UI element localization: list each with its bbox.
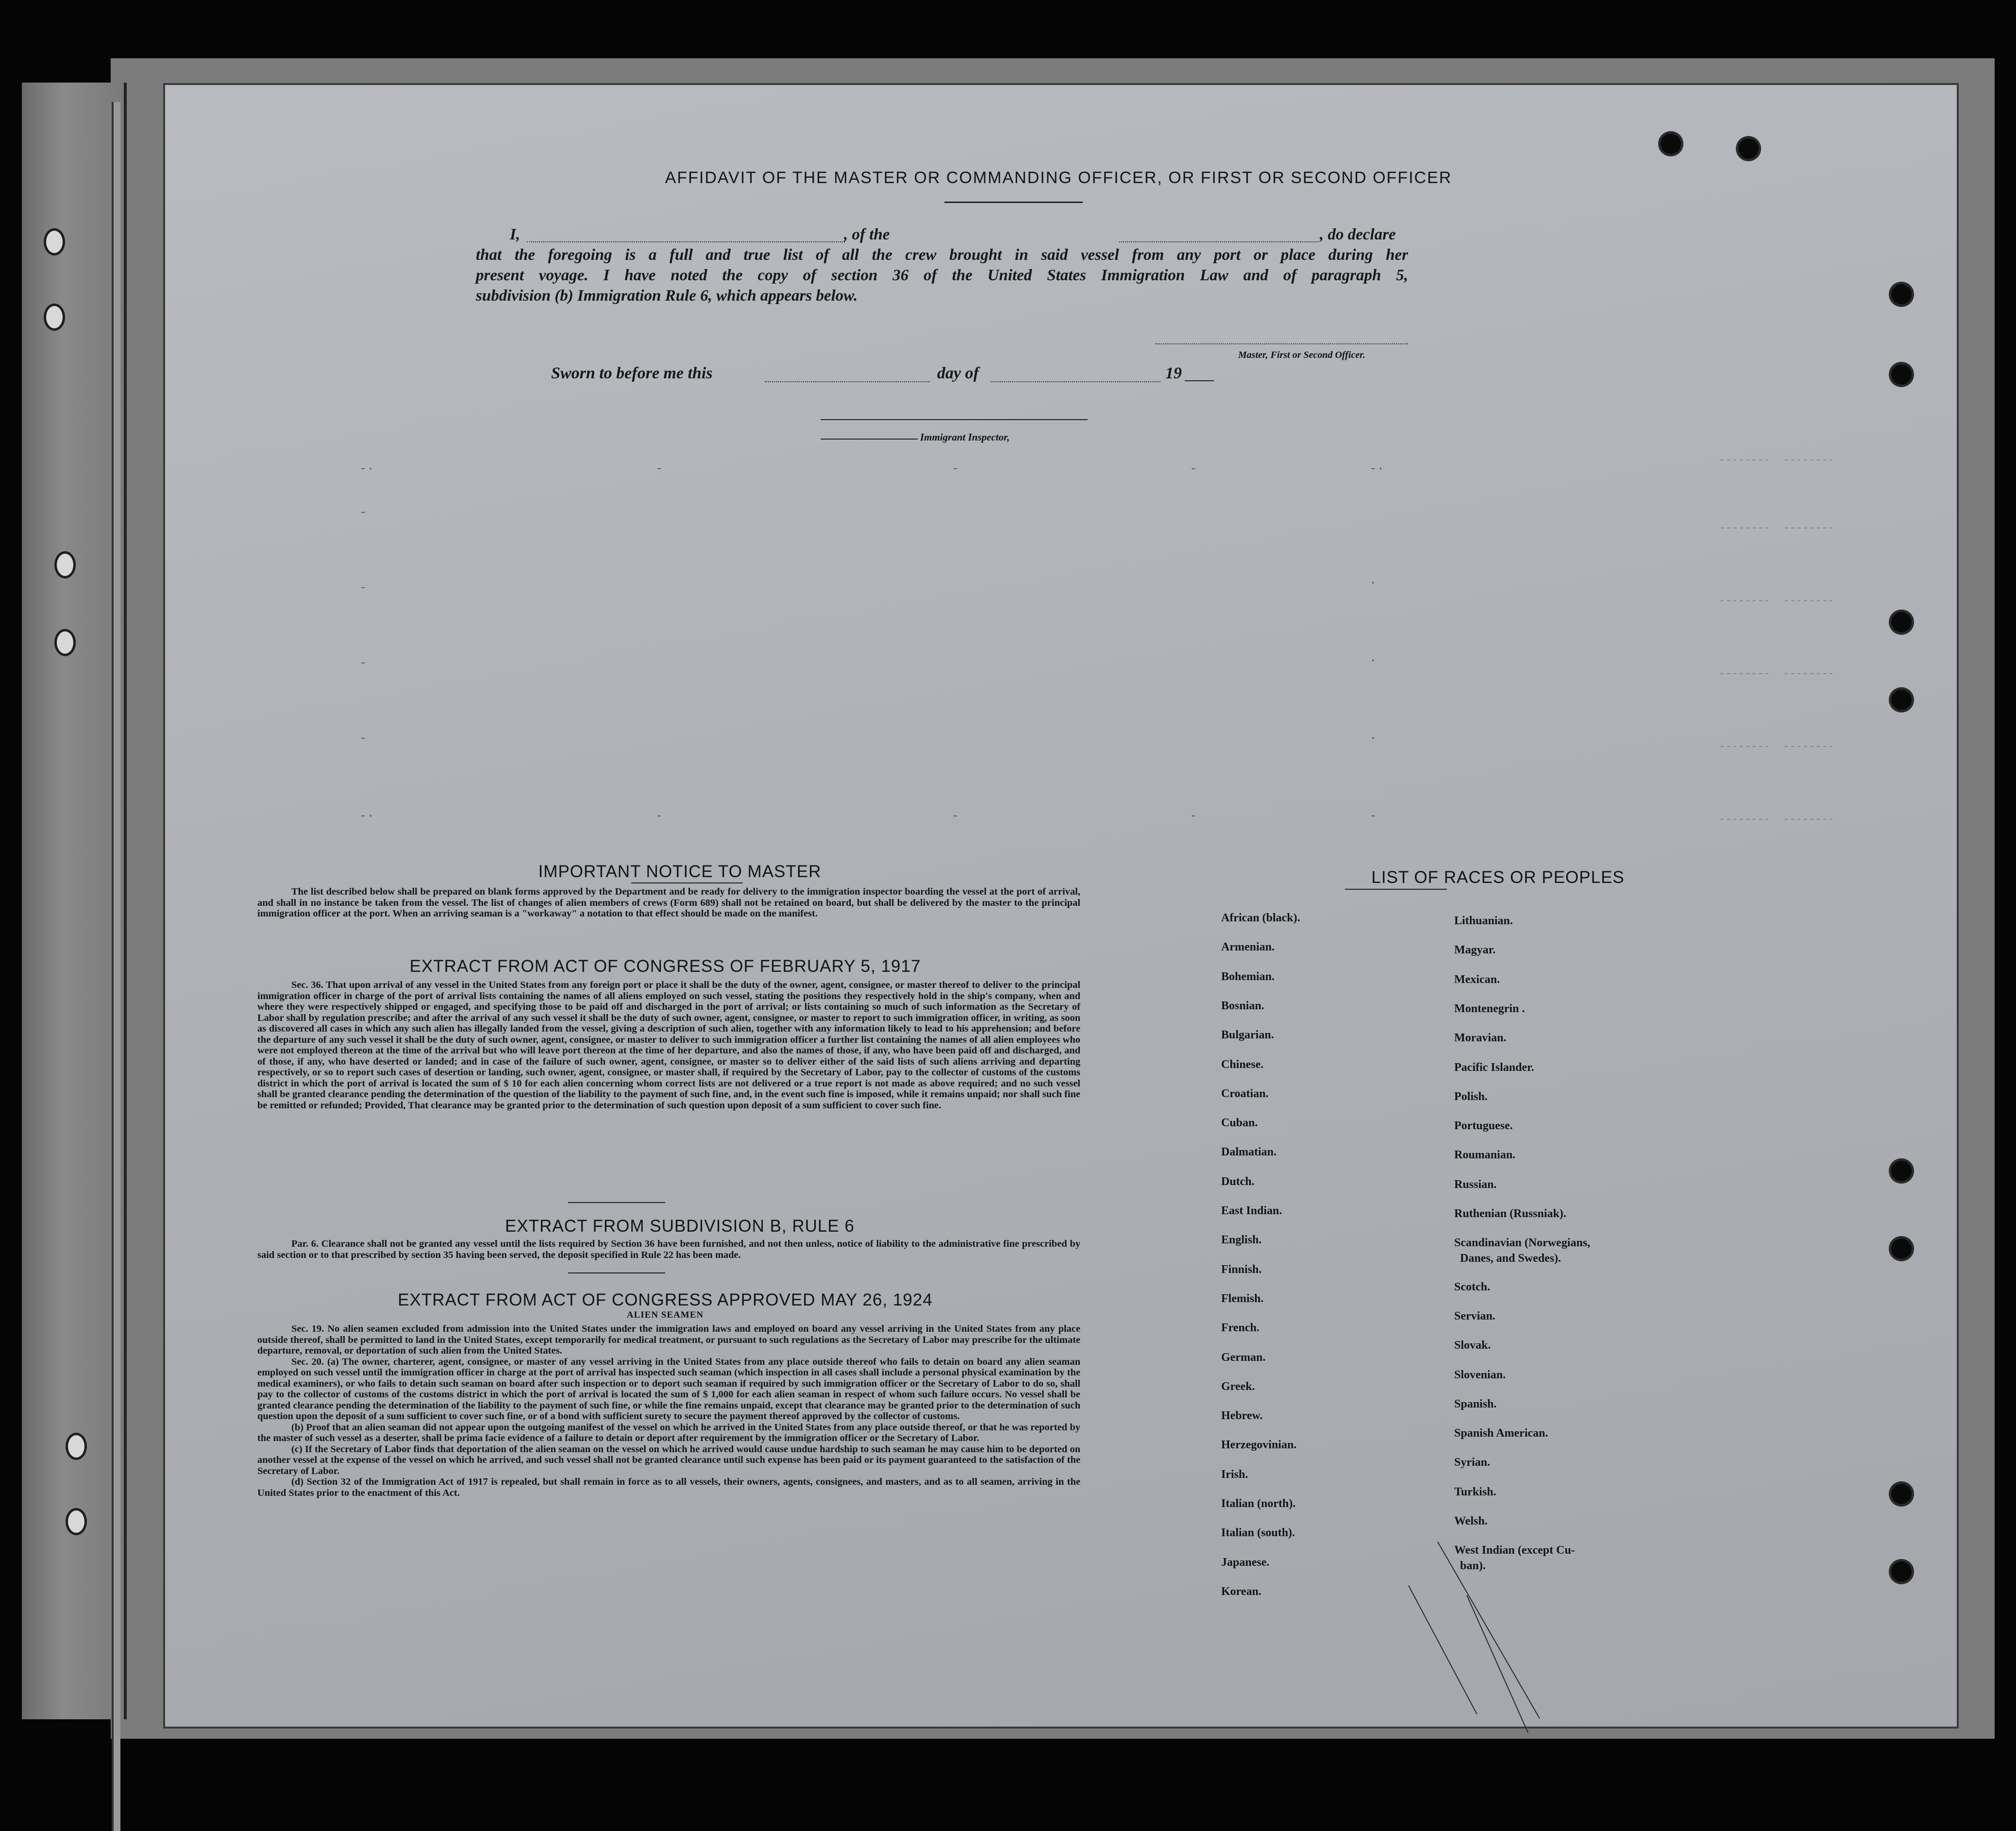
sec-19-text: Sec. 19. No alien seamen excluded from admission into the United States under the immigration laws and employed on board any vessel arriving in the United States from any place outside thereof, shall be permitted to land in the United States, except temporarily for medical treatment, or pursuant to such regulations as the Secretary of Labor may prescribe for the ultimate departure, removal, or deportation of such alien from the United States.	[257, 1323, 1080, 1356]
races-title: LIST OF RACES OR PEOPLES	[1371, 868, 1625, 887]
race-item: Syrian.	[1454, 1456, 1491, 1469]
binder-hole	[66, 1508, 87, 1535]
sworn-text: Sworn to before me this	[551, 364, 713, 382]
extract-1917-text: Sec. 36. That upon arrival of any vessel in the United States from any foreign port or place it shall be the duty of the owner, agent, consignee, or master thereof to deliver to the principal immigration officer in charge of the port of arrival lists containing the names of all aliens employed on such vessel, stating the positions they respectively hold in the ship's company, when and where they were respectively shipped or engaged, and specifying those to be paid off and discharged in the port of arrival; or lists containing so much of such information as the Secretary of Labor shall by regulation prescribe; and after the arrival of any such vessel it shall be the duty of such owner, agent, consignee, or master to report to such immigration officer, in writing, as soon as discovered all cases in which any such alien has illegally landed from the vessel, giving a description of such alien, together with any information likely to lead to his apprehension; and before the departure of any such vessel it shall be the duty of such owner, agent, consignee, or master to deliver to such immigration officer a further list containing the names of all alien employees who were not employed thereon at the time of the arrival but who will leave port thereon at the time of her departure, and also the names of those, if any, who have been paid off and discharged, and of those, if any, who have deserted or landed; and in case of the failure of such owner, agent, consignee, or master so to deliver either of the said lists of such aliens arriving and departing respectively, or so to report such cases of desertion or landing, such owner, agent, consignee, or master shall, if required by the Secretary of Labor, pay to the collector of customs of the customs district in which the port of arrival is located the sum of $ 10 for each alien concerning whom correct lists are not delivered or a true report is not made as above required; and no such vessel shall be granted clearance pending the determination of the question of the liability to the payment of such fine, and, in the event such fine is imposed, while it remains unpaid; nor shall such fine be remitted or refunded; Provided, That clearance may be granted prior to the determination of such question upon deposit of a sum sufficient to cover such fine.	[257, 980, 1080, 1111]
race-item: Turkish.	[1454, 1485, 1496, 1498]
notice-underline	[631, 882, 743, 883]
race-item: Slovenian.	[1454, 1368, 1506, 1381]
race-item: Slovak.	[1454, 1339, 1491, 1352]
race-item: Spanish.	[1454, 1397, 1497, 1410]
race-item: Armenian.	[1221, 941, 1275, 954]
race-item: Scandinavian (Norwegians, Danes, and Swedes).	[1454, 1237, 1591, 1265]
binder-hole	[54, 629, 76, 656]
month-blank[interactable]	[991, 381, 1160, 382]
notice-title: IMPORTANT NOTICE TO MASTER	[538, 862, 822, 881]
day-of: day of	[937, 364, 979, 382]
race-item: Herzegovinian.	[1221, 1439, 1297, 1452]
race-item: Bosnian.	[1221, 999, 1264, 1012]
vessel-blank[interactable]	[1119, 241, 1318, 242]
race-item: Croatian.	[1221, 1087, 1269, 1100]
binder-hole	[44, 304, 65, 331]
punch-hole	[1891, 284, 1912, 305]
race-item: Polish.	[1454, 1090, 1488, 1103]
signature-blank[interactable]	[1156, 343, 1408, 344]
race-item: Japanese.	[1221, 1556, 1270, 1569]
extract-1924-subtitle: ALIEN SEAMEN	[626, 1310, 704, 1320]
race-item: Russian.	[1454, 1178, 1497, 1191]
punch-hole	[1891, 612, 1912, 632]
race-item: Lithuanian.	[1454, 915, 1513, 927]
punch-hole	[1661, 134, 1681, 154]
race-item: Montenegrin .	[1454, 1002, 1525, 1015]
year-blank[interactable]	[1185, 380, 1214, 381]
races-underline	[1345, 889, 1447, 890]
inspector-line-1	[821, 419, 1088, 420]
race-item: Roumanian.	[1454, 1149, 1516, 1162]
title-underline	[944, 202, 1083, 203]
race-item: Ruthenian (Russniak).	[1454, 1207, 1566, 1220]
binder-hole	[54, 551, 76, 578]
subdivision-b-title: EXTRACT FROM SUBDIVISION B, RULE 6	[505, 1217, 855, 1236]
race-item: Spanish American.	[1454, 1427, 1548, 1440]
inspector-caption: Immigrant Inspector,	[920, 431, 1010, 443]
race-item: German.	[1221, 1351, 1266, 1364]
punch-hole	[1891, 1238, 1912, 1259]
race-item: French.	[1221, 1322, 1260, 1335]
extract-1924-title: EXTRACT FROM ACT OF CONGRESS APPROVED MAY 26, 1924	[398, 1290, 933, 1309]
extract-1917-title: EXTRACT FROM ACT OF CONGRESS OF FEBRUARY 5, 1917	[409, 957, 921, 976]
affidavit-line-3: present voyage. I have noted the copy of section 36 of the United States Immigration Law and of paragraph 5,	[476, 267, 1408, 284]
race-item: Flemish.	[1221, 1292, 1264, 1305]
punch-hole	[1891, 690, 1912, 710]
race-item: Cuban.	[1221, 1117, 1258, 1130]
pen-mark	[1408, 1585, 1478, 1714]
race-item: East Indian.	[1221, 1204, 1282, 1217]
race-item: Italian (south).	[1221, 1526, 1295, 1540]
affidavit-line-2: that the foregoing is a full and true list of all the crew brought in said vessel from any port or place during her	[476, 246, 1408, 264]
race-item: Moravian.	[1454, 1032, 1507, 1045]
binder-hole	[66, 1433, 87, 1460]
sec-20-text: Sec. 20. (a) The owner, charterer, agent, consignee, or master of any vessel arriving in the United States from any place outside thereof who fails to detain on board any alien seaman employed on such vessel until the immigration officer in charge at the port of arrival has inspected such seaman (which inspection in all cases shall include a personal physical examination by the medical examiners), or who fails to detain such seaman on board after such inspection or to deport such seaman if required by such immigration officer or the Secretary of Labor to do so, shall pay to the collector of customs of the customs district in which the port of arrival is located the sum of $ 1,000 for each alien seaman in respect of whom such failure occurs. No vessel shall be granted clearance pending the determination of the liability to the payment of such fine, or while the fine remains unpaid, except that clearance may be granted prior to the determination of such question upon the deposit of a sum sufficient to cover such fine, or of a bond with sufficient surety to secure the payment thereof approved by the collector of customs.	[257, 1356, 1080, 1422]
subdivision-b-text: Par. 6. Clearance shall not be granted any vessel until the lists required by Section 36 have been furnished, and not then unless, notice of liability to the administrative fine prescribed by said section or to that prescribed by section 35 having been served, the deposit specified in Rule 22 has been made.	[257, 1238, 1080, 1260]
race-item: English.	[1221, 1234, 1262, 1247]
sec-20-b-text: (b) Proof that an alien seaman did not appear upon the outgoing manifest of the vessel on which he arrived in the United States from any place outside thereof, or that he was reported by the master of such vessel as a deserter, shall be prima facie evidence of a failure to detain or deport after requirement by the immigration officer or the Secretary of Labor.	[257, 1422, 1080, 1443]
sec-20-c-text: (c) If the Secretary of Labor finds that deportation of the alien seaman on the vessel on which he arrived would cause undue hardship to such seaman he may cause him to be deported on another vessel at the expense of the vessel on which he arrived, and such vessel shall not be granted clearance until such expense has been paid or its payment guaranteed to the satisfaction of the Secretary of Labor.	[257, 1443, 1080, 1476]
race-item: Irish.	[1221, 1468, 1248, 1481]
notice-text: The list described below shall be prepared on blank forms approved by the Department and be ready for delivery to the immigration inspector boarding the vessel at the port of arrival, and shall in no instance be taken from the vessel. The list of changes of alien members of crews (Form 689) shall not be retained on board, but shall be delivered by the master to the principal immigration officer at the port. When an arriving seaman is a "workaway" a notation to that effect should be made on the manifest.	[257, 886, 1080, 919]
race-item: Dutch.	[1221, 1175, 1255, 1188]
extract-1917-underline	[568, 1202, 665, 1203]
race-item: Dalmatian.	[1221, 1146, 1277, 1159]
sworn-day-blank[interactable]	[765, 381, 930, 382]
race-item: Chinese.	[1221, 1058, 1264, 1071]
race-item: African (black).	[1221, 912, 1300, 924]
binder-edge	[112, 102, 120, 1831]
punch-hole	[1738, 138, 1759, 159]
subdivision-b-underline	[568, 1272, 665, 1273]
signature-caption: Master, First or Second Officer.	[1238, 350, 1365, 360]
binder-hole	[44, 228, 65, 255]
punch-hole	[1891, 1161, 1912, 1181]
race-item: Servian.	[1454, 1309, 1495, 1322]
race-item: Portuguese.	[1454, 1119, 1513, 1133]
affidavit-title: AFFIDAVIT OF THE MASTER OR COMMANDING OFFICER, OR FIRST OR SECOND OFFICER	[665, 169, 1452, 187]
year-prefix: 19	[1165, 364, 1182, 382]
affidavit-do-declare: , do declare	[1320, 226, 1396, 243]
race-item: Greek.	[1221, 1380, 1255, 1393]
race-item: Scotch.	[1454, 1280, 1490, 1293]
race-item: Welsh.	[1454, 1515, 1488, 1527]
race-item: Pacific Islander.	[1454, 1061, 1534, 1074]
name-blank[interactable]	[527, 241, 845, 242]
race-item: Finnish.	[1221, 1263, 1262, 1276]
race-item: Mexican.	[1454, 973, 1500, 986]
extract-1924-body	[257, 1323, 1080, 1498]
affidavit-line-4: subdivision (b) Immigration Rule 6, which appears below.	[476, 287, 858, 305]
binder-strip	[22, 83, 127, 1719]
race-item: Bulgarian.	[1221, 1029, 1274, 1042]
sec-20-d-text: (d) Section 32 of the Immigration Act of 1917 is repealed, but shall remain in force as to all vessels, their owners, agents, consignees, and masters, and as to all seamen, arriving in the United States prior to the enactment of this Act.	[257, 1476, 1080, 1498]
punch-hole	[1891, 1484, 1912, 1504]
inspector-line-2	[821, 439, 918, 440]
race-item: West Indian (except Cu- ban).	[1454, 1544, 1575, 1573]
affidavit-i: I,	[510, 226, 521, 243]
race-item: Hebrew.	[1221, 1409, 1263, 1423]
race-item: Korean.	[1221, 1585, 1261, 1598]
document-page: -------- -------- -------- -------- -------- -------- -------- -------- -------- -------- -------- -------- -· - - - - -· - - - - - - -· - · · · AFFIDAVIT OF THE MASTER OR COMMANDING OFFICER, OR FIRST OR SECOND OFFICER I, , of the , do declare that the foregoing is a full and true list of all the crew brought in said vessel from any port or place during her present voyage. I have noted the copy of section 36 of the United States Immigration Law and of paragraph 5, subdivision (b) Immigration Rule 6, which appears below. Master, First or Second Officer. Sworn to before me this day of 19 Immigrant Inspector, IMPORTANT NOTICE TO MASTER The list described below shall be prepared on blank forms approved by the Department and be ready for delivery to the immigration inspector boarding the vessel at the port of arrival, and shall in no instance be taken from the vessel. The list of changes of alien members of crews (Form 689) shall not be retained on board, but shall be delivered by the master to the principal immigration officer at the port. When an arriving seaman is a "workaway" a notation to that effect should be made on the manifest. EXTRACT FROM ACT OF CONGRESS OF FEBRUARY 5, 1917 Sec. 36. That upon arrival of any vessel in the United States from any foreign port or place it shall be the duty of the owner, agent, consignee, or master thereof to deliver to the principal immigration officer in charge of the port of arrival lists containing the names of all aliens employed on such vessel, stating the positions they respectively hold in the ship's company, when and where they were respectively shipped or engaged, and specifying those to be paid off and discharged in the port of arrival; or lists containing so much of such information as the Secretary of Labor shall by regulation prescribe; and after the arrival of any such vessel it shall be the duty of such owner, agent, consignee, or master to report to such immigration officer, in writing, as soon as discovered all cases in which any such alien has illegally landed from the vessel, giving a description of such alien, together with any information likely to lead to his apprehension; and before the departure of any such vessel it shall be the duty of such owner, agent, consignee, or master to deliver to such immigration officer a further list containing the names of all alien employees who were not employed thereon at the time of the arrival but who will leave port thereon at the time of her departure, and also the names of those, if any, who have been paid off and discharged, and of those, if any, who have deserted or landed; and in case of the failure of such owner, agent, consignee, or master so to deliver either of the said lists of such aliens arriving and departing respectively, or so to report such cases of desertion or landing, such owner, agent, consignee, or master shall, if required by the Secretary of Labor, pay to the collector of customs of the customs district in which the port of arrival is located the sum of $ 10 for each alien concerning whom correct lists are not delivered or a true report is not made as above required; and no such vessel shall be granted clearance pending the determination of the question of the liability to the payment of such fine, and, in the event such fine is imposed, while it remains unpaid; nor shall such fine be remitted or refunded; Provided, That clearance may be granted prior to the determination of such question upon deposit of a sum sufficient to cover such fine. EXTRACT FROM SUBDIVISION B, RULE 6 Par. 6. Clearance shall not be granted any vessel until the lists required by Section 36 have been furnished, and not then unless, notice of liability to the administrative fine prescribed by said section or to that prescribed by section 35 having been served, the deposit specified in Rule 22 has been made. EXTRACT FROM ACT OF CONGRESS APPROVED MAY 26, 1924 ALIEN SEAMEN Sec. 19. No alien seamen excluded from admission into the United States under the immigration laws and employed on board any vessel arriving in the United States from any place outside thereof, shall be permitted to land in the United States, except temporarily for medical treatment, or pursuant to such regulations as the Secretary of Labor may prescribe for the ultimate departure, removal, or deportation of such alien from the United States. Sec. 20. (a) The owner, charterer, agent, consignee, or master of any vessel arriving in the United States from any place outside thereof who fails to detain on board any alien seaman employed on such vessel until the immigration officer in charge at the port of arrival has inspected such seaman (which inspection in all cases shall include a personal physical examination by the medical examiners), or who fails to detain such seaman on board after such inspection or to deport such seaman if required by such immigration officer or the Secretary of Labor to do so, shall pay to the collector of customs of the customs district in which the port of arrival is located the sum of $ 1,000 for each alien seaman in respect of whom such failure occurs. No vessel shall be granted clearance pending the determination of the liability to the payment of such fine, or while the fine remains unpaid, except that clearance may be granted prior to the determination of such question upon the deposit of a sum sufficient to cover such fine, or of a bond with sufficient surety to secure the payment thereof approved by the collector of customs. (b) Proof that an alien seaman did not appear upon the outgoing manifest of the vessel on which he arrived in the United States from any place outside thereof, or that he was reported by the master of such vessel as a deserter, shall be prima facie evidence of a failure to detain or deport after requirement by the immigration officer or the Secretary of Labor. (c) If the Secretary of Labor finds that deportation of the alien seaman on the vessel on which he arrived would cause undue hardship to such seaman he may cause him to be deported on another vessel at the expense of the vessel on which he arrived, and such vessel shall not be granted clearance until such expense has been paid or its payment guaranteed to the satisfaction of the Secretary of Labor. (d) Section 32 of the Immigration Act of 1917 is repealed, but shall remain in force as to all vessels, their owners, agents, consignees, and masters, and as to all seamen, arriving in the United States prior to the enactment of this Act. LIST OF RACES OR PEOPLES African (black). Armenian. Bohemian. Bosnian. Bulgarian. Chinese. Croatian. Cuban. Dalmatian. Dutch. East Indian. English. Finnish. Flemish. French. German. Greek. Hebrew. Herzegovinian. Irish. Italian (north). Italian (south). Japanese. Korean. Lithuanian. Magyar. Mexican. Montenegrin . Moravian. Pacific Islander. Polish. Portuguese. Roumanian. Russian. Ruthenian (Russniak). Scandinavian (Norwegians, Danes, and Swedes). Scotch. Servian. Slovak. Slovenian. Spanish. Spanish American. Syrian. Turkish. Welsh. West Indian (except Cu- ban).	[165, 85, 1957, 1727]
punch-hole	[1891, 1561, 1912, 1582]
affidavit-of-the: , of the	[844, 226, 890, 243]
race-item: Bohemian.	[1221, 970, 1275, 983]
race-item: Magyar.	[1454, 944, 1496, 957]
race-item: Italian (north).	[1221, 1497, 1296, 1510]
punch-hole	[1891, 364, 1912, 385]
